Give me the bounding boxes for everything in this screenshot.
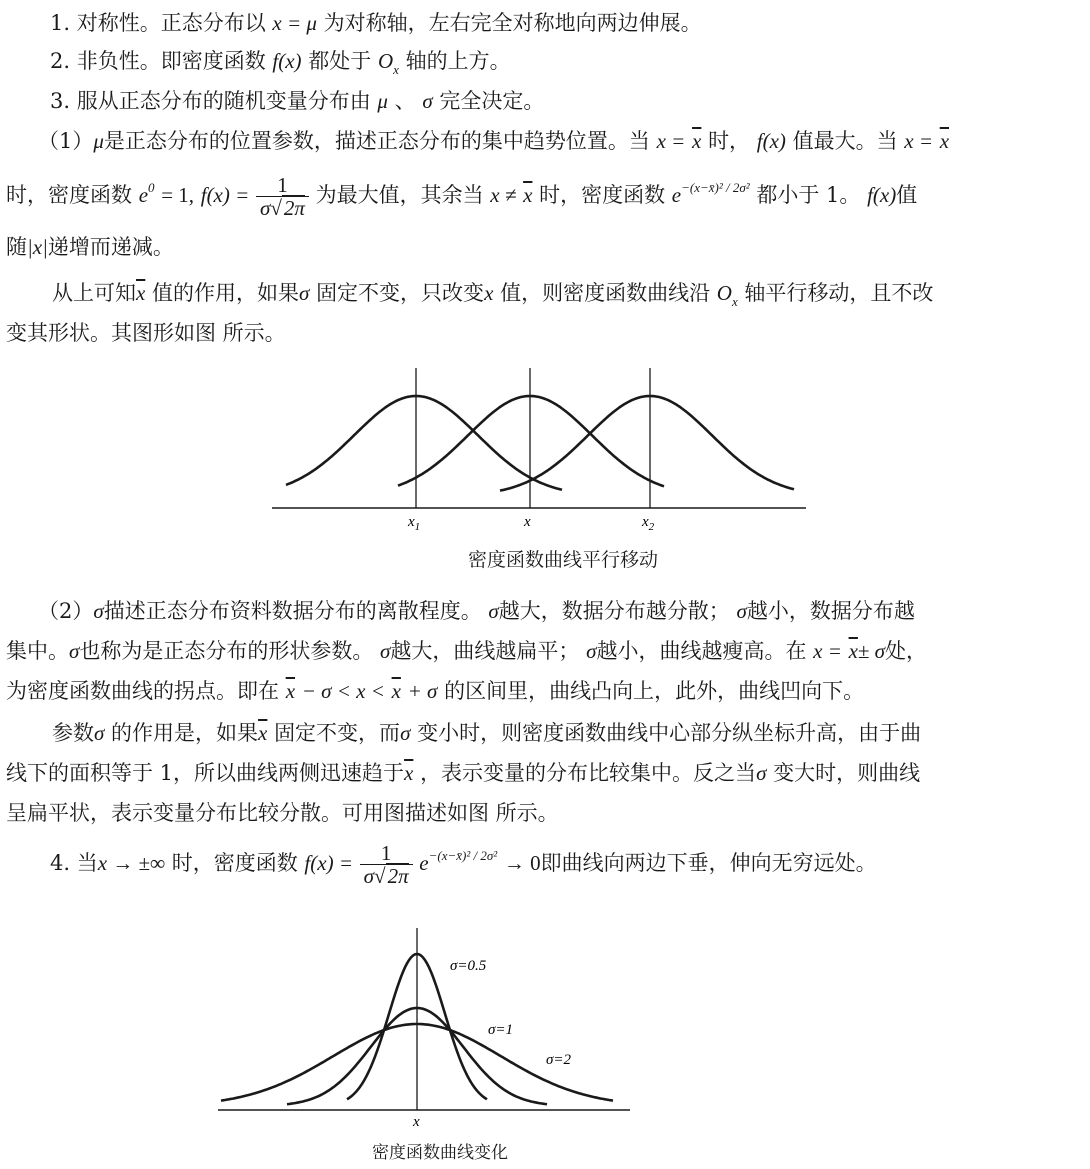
figure1-caption: 密度函数曲线平行移动 — [468, 549, 659, 571]
paragraph-shift-line1: 从上可知$\overline{x}$ 值的作用，如果σ 固定不变，只改变x 值，则密度函数曲线沿 $O_x$ 轴平行移动，且不改 — [52, 281, 934, 309]
paragraph-mu-line1: （1）μ是正态分布的位置参数，描述正态分布的集中趋势位置。当 $x = \overline{x}$ 时， f(x) 值最大。当 $x = \overline{x}$ — [38, 129, 950, 153]
fig2-label-sigma-2: σ=2 — [546, 1052, 572, 1068]
fig1-label-x2: $x_2$ — [642, 514, 655, 533]
figure-sigma-variation — [214, 922, 634, 1132]
paragraph-mu-line3: 随|x|递增而递减。 — [6, 235, 174, 259]
figure2-caption: 密度函数曲线变化 — [372, 1143, 508, 1163]
paragraph-shift-line2: 变其形状。其图形如图 所示。 — [6, 321, 286, 345]
paragraph-param-line1: 参数σ 的作用是，如果$\overline{x}$ 固定不变，而σ 变小时，则密度函数曲线中心部分纵坐标升高，由于曲 — [52, 721, 922, 745]
paragraph-sigma-line2: 集中。σ也称为是正态分布的形状参数。 σ越大，曲线越扁平； σ越小，曲线越瘦高。在 $x = \overline{x}\pm \sigma$处， — [6, 639, 928, 663]
list-item-determined: 3. 服从正态分布的随机变量分布由 μ 、 σ 完全决定。 — [50, 89, 545, 113]
fraction-max: $\frac{1}{\sigma√2\pi}$ — [256, 174, 309, 219]
figure-parallel-shift — [272, 362, 812, 542]
paragraph-sigma-line3: 为密度函数曲线的拐点。即在 $\overline{x} - \sigma < x < \overline{x} + \sigma$ 的区间里，曲线凸向上，此外，曲线凹向下。 — [6, 679, 865, 703]
paragraph-sigma-line1: （2）σ描述正态分布资料数据分布的离散程度。 σ越大，数据分布越分散； σ越小，数据分布越 — [38, 599, 915, 623]
list-item-symmetry: 1. 对称性。正态分布以 x = μ 为对称轴，左右完全对称地向两边伸展。 — [50, 11, 702, 35]
fig2-label-x: x — [413, 1114, 420, 1130]
fig2-label-sigma-1: σ=1 — [488, 1022, 514, 1038]
paragraph-mu-line2: 时，密度函数 $e^0 = 1$, f(x) = $\frac{1}{\sigma√2\pi}$ 为最大值，其余当 $x \ne \overline{x}$ 时，密度函数 $e^{-(x-x̄)^2 / 2\sigma^2}$ 都小于 1。 f(x)值 — [6, 173, 918, 220]
list-item-nonnegative: 2. 非负性。即密度函数 f(x) 都处于 $O_x$ 轴的上方。 — [50, 49, 511, 77]
fig2-label-sigma-0.5: σ=0.5 — [450, 958, 487, 974]
paragraph-param-line2: 线下的面积等于 1，所以曲线两侧迅速趋于$\overline{x}$ ，表示变量的分布比较集中。反之当σ 变大时，则曲线 — [6, 761, 921, 785]
math-x-eq-mu: x = μ — [272, 11, 317, 35]
paragraph-param-line3: 呈扁平状，表示变量分布比较分散。可用图描述如图 所示。 — [6, 801, 559, 825]
list-item-tails: 4. 当x → ±∞ 时，密度函数 f(x) = $\frac{1}{\sigma√2\pi}$ $e^{-(x-x̄)^2 / 2\sigma^2} \to 0$即曲线向两边下垂，伸向无穷远处。 — [50, 841, 877, 888]
fig1-curve-right — [500, 396, 794, 491]
fig1-label-x1: $x_1$ — [408, 514, 421, 533]
fraction-density: $\frac{1}{\sigma√2\pi}$ — [360, 842, 413, 887]
fig1-label-x: x — [524, 514, 531, 530]
fig1-curve-center — [398, 396, 664, 486]
fig1-curve-left — [286, 396, 562, 490]
